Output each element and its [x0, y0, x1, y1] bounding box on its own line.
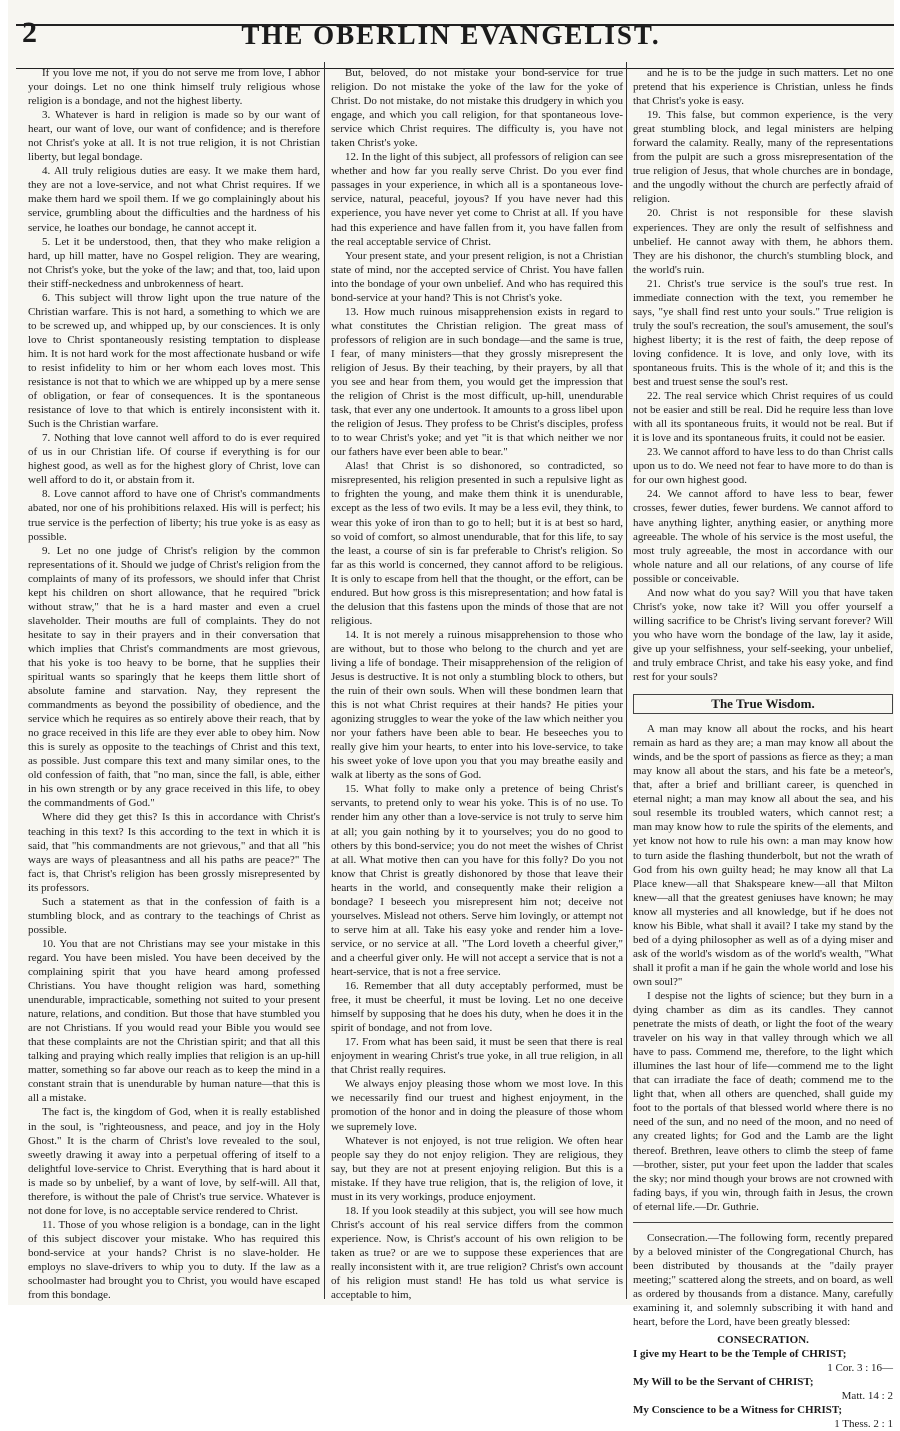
- paragraph: I despise not the lights of science; but they burn in a dying chamber as dim as its candles. They cannot penetrate the mists of death, or light the foot of the weary traveler on his way in that valley through which we all have to pass. Commend me, therefore, to the light which illumines the last hour of life—commend me to the light that can irradiate the face of death; commend me to the light that, when all others are quenched, shall guide my foot to the portals of that blessed world where there is no need of the sun, and no need of the moon, and no need of any created lights; for God and the Lamb are the light thereof. Brethren, leave others to climb the steep of fame—brother, sister, put your feet upon the ladder that scales the sky; nor mind though your brows are not crowned with fading bays, if you win, through faith in Jesus, the crown of eternal life.—Dr. Guthrie.: [633, 990, 893, 1213]
- column-divider: [324, 62, 325, 1299]
- paragraph: We always enjoy pleasing those whom we most love. In this we necessarily find our truest and highest enjoyment, in the promotion of the honor and in doing the pleasure of those whom we supremely love.: [331, 1078, 623, 1133]
- masthead: [8, 14, 894, 54]
- column-divider: [626, 62, 627, 1299]
- paragraph: 8. Love cannot afford to have one of Christ's commandments abated, nor one of his prohibitions relaxed. His will is perfect; his true service is the perfection of liberty; his true yoke is as easy as possible.: [28, 488, 320, 543]
- paragraph: 7. Nothing that love cannot well afford to do is ever required of us in our Christian life. Of course if everything is for our highest good, as well as for the highest glory of Christ, love can well afford to do it, or abstain from it.: [28, 432, 320, 487]
- consecration-intro: Consecration.—The following form, recently prepared by a beloved minister of the Congregational Church, has been distributed by thousands at the "daily prayer meeting;" scattered along the streets, and on board, as well as ordered by thousands from a distance. Many, carefully examining it, and solemnly subscribing it with hand and heart, before the Lord, have been greatly blessed:: [633, 1231, 893, 1329]
- scripture-reference: Matt. 14 : 2: [841, 1390, 893, 1403]
- paragraph: 5. Let it be understood, then, that they who make religion a hard, up hill matter, have no Gospel religion. They are wearing, not Christ's yoke, but the yoke of the law; and that, too, laid upon their stiff-neckedness and unbrokenness of heart.: [28, 235, 320, 290]
- paragraph: The fact is, the kingdom of God, when it is really established in the soul, is "righteousness, and peace, and joy in the Holy Ghost." It is the charm of Christ's love revealed to the soul, sweetly drawing it away into a perpetual offering of itself to a delightful love-service to Christ. Everything that is hard about it is made so by unbelief, by a want of love, by self-will. All that, therefore, is without the pale of Christ's true service. Whatever is not done for love, is no acceptable service rendered to Christ.: [28, 1106, 320, 1217]
- paragraph: 9. Let no one judge of Christ's religion by the common representations of it. Should we judge of Christ's religion from the complaints of many of its professors, we should infer that Christ kept his children on short allowance, that he required "brick without straw," that he is a hard master and even a cruel slaveholder. Their mouths are full of complaints. They do not hesitate to say in their prayers and in their conversation that which implies that Christ's commandments are most grievous, that his yoke is too heavy to be borne, that he supplies their spiritual wants so sparingly that he keeps them little short of absolute famine and starvation. Nay, they represent the commandments as beyond the possibility of obedience, and the service which he requires as so entirely above their reach, that by no grace received in this life are they ever able to obey him. Now this is surely as opposite to the teachings of Christ and this text, as possible. Just compare this text and many similar ones, to the old confession of faith, that "no man, since the fall, is able, either in his own strength or by any grace received in this life, to obey the commandments of God.": [28, 544, 320, 810]
- paragraph: 16. Remember that all duty acceptably performed, must be free, it must be cheerful, it must be loving. Let no one deceive himself by supposing that he does his duty, when he does it in the spirit of bondage, and not from love.: [331, 980, 623, 1035]
- section-divider: [633, 1222, 893, 1223]
- consecration-form: [633, 1347, 893, 1431]
- paragraph: and he is to be the judge in such matters. Let no one pretend that his experience is Christian, unless he finds that Christ's yoke is easy.: [633, 67, 893, 108]
- paragraph: 13. How much ruinous misapprehension exists in regard to what constitutes the Christian religion. The great mass of professors of religion are in such bondage—and the same is true, I fear, of many ministers—that they grossly misrepresent the religion of Jesus. By their teaching, by their prayers, by all that you see and hear from them, you would get the impression that the religion of Christ is the most difficult, up-hill, unendurable task, that ever any one undertook. It amounts to a gross libel upon the religion of Jesus. They profess to be Christ's disciples, profess to to wear Christ's yoke; and yet "it is that which neither we nor our fathers have ever been able to bear.": [331, 305, 623, 459]
- scripture-reference: 1 Cor. 3 : 16—: [827, 1362, 893, 1375]
- paragraph: Alas! that Christ is so dishonored, so contradicted, so misrepresented, his religion presented in such a repulsive light as to frighten the young, and make them think it is unendurable, except as the less of two evils. It may be a less evil, they think, to wear this yoke of iron than to go to hell; but it is at best so hard, so void of comfort, so almost unendurable, that for this life, to say the least, a course of sin is far preferable to Christ's religion. So far as this world is concerned, they cannot afford to be religious. It is only to escape from hell that the thought, or the effort, can be endured. But how gross is this misrepresentation; and how fatal is the delusion that this fastens upon the minds of those that are not religious.: [331, 460, 623, 627]
- newspaper-page: [8, 0, 894, 1431]
- paragraph: 6. This subject will throw light upon the true nature of the Christian warfare. This is not hard, a something to which we are to be screwed up, and whipped up, by our consciences. It is only love to Christ spontaneously resisting temptation to displease him. It is not hard work for the most affectionate husband or wife to resist infidelity to him or her whom each loves most. This resistance is not that to which we are whipped up by a mere sense of obligation, or fear of consequences. It is the spontaneous resistance of love to that which is entirely inconsistent with it. Such is the Christian warfare.: [28, 291, 320, 431]
- column-3: [633, 66, 893, 1431]
- paragraph: 21. Christ's true service is the soul's true rest. In immediate connection with the text, you remember he says, "ye shall find rest unto your souls." True religion is truly the soul's recreation, the soul's amusement, the soul's highest liberty; it is the rest of faith, the deep repose of loving confidence. It is love, and only love, with its spontaneous fruits. This is the whole of it; and this is the best and truest sense the soul's rest.: [633, 277, 893, 389]
- consecration-heading: CONSECRATION.: [717, 1334, 809, 1347]
- page-number: 2: [22, 16, 37, 49]
- paragraph: 17. From what has been said, it must be seen that there is real enjoyment in wearing Christ's true yoke, in all true religion, in all that Christ really requires.: [331, 1036, 623, 1077]
- article-heading-true-wisdom: The True Wisdom.: [633, 694, 893, 714]
- consecration-line: My Conscience to be a Witness for CHRIST;: [633, 1404, 843, 1417]
- column-1: [28, 66, 320, 1302]
- paragraph: 10. You that are not Christians may see your mistake in this regard. You have been misled. You have been deceived by the complaining spirit that you have heard among professed Christians. You have thought religion was hard, something unendurable, impracticable, something not suited to your present nature, relations, and condition. But those that have stumbled you are not Christians. If you would read your Bible you would see that these complaints are not the Christian spirit; and that all this talking and praying which really implies that religion is an up-hill matter, something so far above our reach as to keep the mind in a constant strain that is unendurable by human nature—that this is all a mistake.: [28, 937, 320, 1105]
- paragraph: If you love me not, if you do not serve me from love, I abhor your doings. Let no one think himself truly religious whose religion is a bondage, and not the highest liberty.: [28, 67, 320, 108]
- paragraph: Where did they get this? Is this in accordance with Christ's teaching in this text? Is this according to the text in which it is said, that "his commandments are not grievous," and that all "his ways are ways of pleasantness and all his paths are peace?" The fact is, that Christ's religion has been grossly misrepresented by its professors.: [28, 811, 320, 894]
- paragraph: 24. We cannot afford to have less to bear, fewer crosses, fewer duties, fewer burdens. We cannot afford to have anything lighter, anything easier, or anything more agreeable. The whole of his service is the most useful, the most truly agreeable, the most in accordance with our whole nature and all our relations, of any course of life possible or conceivable.: [633, 488, 893, 585]
- paragraph: Your present state, and your present religion, is not a Christian state of mind, nor the accepted service of Christ. You have fallen into the bondage of your own unbelief. And who has required this bond-service at your hand? This is not Christ's yoke.: [331, 249, 623, 304]
- paragraph: 19. This false, but common experience, is the very great stumbling block, and legal ministers are helping forward the calamity. Really, many of the representations from the pulpit are such a gross misrepresentation of the true religion of Jesus, that whole churches are in bondage, and the ungodly without the church are perfectly afraid of religion.: [633, 109, 893, 206]
- paragraph: 11. Those of you whose religion is a bondage, can in the light of this subject discover your mistake. Who has required this bond-service at your hands? Christ is no slave-holder. He employs no slave-drivers to whip you to duty. If the law as a schoolmaster had brought you to Christ, you would have escaped from this bondage.: [28, 1218, 320, 1302]
- paragraph: 18. If you look steadily at this subject, you will see how much Christ's account of his real service differs from the common experience. Now, is Christ's account of his own religion to be taken as true? or are we to suppose these experiences that are really inconsistent with it, are true religion? Christ's own account of his religion must stand! He has told us what service is acceptable to him,: [331, 1204, 623, 1302]
- paragraph: 12. In the light of this subject, all professors of religion can see whether and how far you really serve Christ. Do you ever find passages in your experience, in which all is a spontaneous love-service, natural, peaceful, joyous? If you have never had this experience, you have never yet come to Christ at all. If you have had this experience and have fallen from it, you have fallen from the real acceptable service of Christ.: [331, 151, 623, 248]
- sermon-continuation: [633, 66, 893, 684]
- paragraph: 4. All truly religious duties are easy. It we make them hard, they are not a love-service, and not what Christ requires. If we make them hard we spoil them. If we go complainingly about his service, grumbling about the difficulties and the hardness of his service, he loathes our bondage, he cannot accept it.: [28, 165, 320, 234]
- paragraph: Whatever is not enjoyed, is not true religion. We often hear people say they do not enjoy religion. They are religious, they say, but they are not at present enjoying religion. But this is a mistake. If they have true religion, that is, the religion of love, it must in its very workings, produce enjoyment.: [331, 1134, 623, 1203]
- scripture-reference: 1 Thess. 2 : 1: [834, 1418, 893, 1431]
- article-true-wisdom: [633, 722, 893, 1214]
- paragraph: 23. We cannot afford to have less to do than Christ calls upon us to do. We need not fear to have more to do than is for our own highest good.: [633, 446, 893, 487]
- paragraph: But, beloved, do not mistake your bond-service for true religion. Do not mistake the yoke of the law for the yoke of Christ. Do not mistake, do not mistake this drudgery in which you engage, and which you call religion, for that spontaneous love-service which Christ requires. The difficulty is, you have not taken Christ's yoke.: [331, 67, 623, 150]
- paragraph: 20. Christ is not responsible for these slavish experiences. They are only the result of selfishness and unbelief. He cannot away with them, he abhors them. They are his dishonor, the church's stumbling block, and the world's ruin.: [633, 207, 893, 276]
- column-2: [331, 66, 623, 1302]
- paragraph: 3. Whatever is hard in religion is made so by our want of heart, our want of love, our want of confidence; and is therefore not Christ's yoke at all. It is not true religion, it is not Christian liberty, but legal bondage.: [28, 109, 320, 164]
- consecration-line: My Will to be the Servant of CHRIST;: [633, 1376, 814, 1389]
- paragraph: 15. What folly to make only a pretence of being Christ's servants, to pretend only to wear his yoke. This is of no use. To render him any other than a love-service is not truly to serve him at all; you gain nothing by it to yourselves; you do no good to others by this bond-service; you do not meet the wishes of Christ at all. What motive then can you have for this folly? Do you not know that Christ is greatly dishonored by those that leave their hearts in the world, and consequently make their religion a bondage? I beseech you misrepresent him not; deceive not yourselves. Mislead not others. Serve him lovingly, or attempt not to serve him at all. Take his easy yoke and render him a love-service, or no service at all. "The Lord loveth a cheerful giver," and a cheerful giver only. He will not accept a service that is not a heart-service, that is not a free service.: [331, 783, 623, 978]
- paragraph: And now what do you say? Will you that have taken Christ's yoke, now take it? Will you offer yourself a willing sacrifice to be Christ's living servant forever? Will you who have worn the bondage of the law, lay it aside, give up your selfishness, your self-seeking, your unbelief, and truly embrace Christ, and take his easy yoke, and find rest for your souls?: [633, 586, 893, 684]
- consecration-line: I give my Heart to be the Temple of CHRIST;: [633, 1348, 847, 1361]
- paragraph: 14. It is not merely a ruinous misapprehension to those who are without, but to those who belong to the church and yet are living a life of bondage. Their misapprehension of the religion of Jesus is destructive. It is not only a stumbling block to others, but the ruin of their own souls. When will these bondmen learn that this is not what Christ requires at their hands? He pities your agonizing struggles to wear the yoke of the law which neither you nor your fathers have been able to bear. He beseeches you to really give him your hearts, to enter into his love-service, to take his sweet yoke of love upon you that you may breathe easily and walk at liberty as the sons of God.: [331, 628, 623, 782]
- paragraph: 22. The real service which Christ requires of us could not be easier and still be real. Did he require less than love with all its spontaneous fruits, it would not be real. But if it is love and its spontaneous fruits, it could not be easier.: [633, 390, 893, 445]
- paragraph: Such a statement as that in the confession of faith is a stumbling block, and as contrary to the teachings of Christ as possible.: [28, 895, 320, 936]
- paragraph: A man may know all about the rocks, and his heart remain as hard as they are; a man may know all about the winds, and be the sport of passions as fierce as they; a man may know all about the stars, and his fate be a meteor's, that, after a brief and brilliant career, is quenched in eternal night; a man may know all about the sea, and his soul resemble its troubled waters, which cannot rest; a man may know how to rule the spirits of the elements, and yet know not how to rule his own: a man may know how to turn aside the flashing thunderbolt, but not the wrath of God from his own guilty head; he may know all that La Place knew—all that Shakspeare knew—all that Milton knew—all that the greatest geniuses have known; he may know all mysteries and all knowledge, but if he does not know his Bible, what shall it avail? I take my stand by the bed of a dying philosopher as well as of a dying miser and ask of the world's wisdom as of the world's wealth, "What shall it profit a man if he gain the whole world and lose his own soul?": [633, 723, 893, 988]
- newspaper-title: THE OBERLIN EVANGELIST.: [241, 20, 661, 50]
